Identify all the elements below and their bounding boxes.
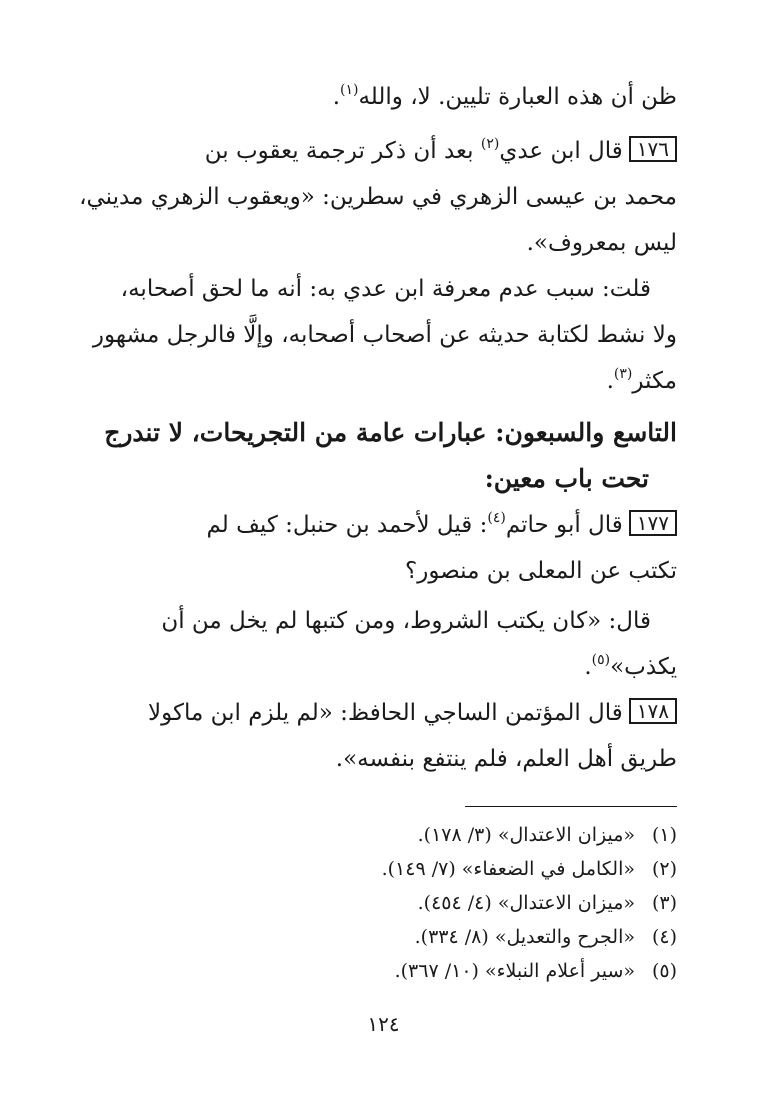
footnote-ref-5: (٥) [591,652,611,668]
entry-number-box: ١٧٧ [629,510,677,536]
footnote-separator [465,806,677,807]
entry-number-box: ١٧٦ [629,136,677,162]
footnote-item: (٣)«ميزان الاعتدال» (٤/ ٤٥٤). [417,892,677,914]
entry-178: ١٧٨قال المؤتمن الساجي الحافظ: «لم يلزم ابن ماكولا طريق أهل العلم، فلم ينتفع بنفسه». [148,699,677,772]
footnote-item: (١)«ميزان الاعتدال» (٣/ ١٧٨). [417,824,677,846]
footnote-item: (٢)«الكامل في الضعفاء» (٧/ ١٤٩). [381,858,677,880]
footnote-ref-1: (١) [340,82,359,98]
top-text-line: ظن أن هذه العبارة تليين. لا، والله [358,84,677,110]
footnote-ref-3: (٣) [613,366,633,382]
footnotes [87,818,677,988]
entry-number-box: ١٧٨ [629,698,677,724]
footnote-item: (٥)«سير أعلام النبلاء» (١٠/ ٣٦٧). [394,960,677,982]
section-heading: التاسع والسبعون: عبارات عامة من التجريحات، لا تندرج تحت باب معين: [104,418,677,493]
footnote-item: (٤)«الجرح والتعديل» (٨/ ٣٣٤). [414,926,677,948]
top-paragraph: ظن أن هذه العبارة تليين. لا، والله$^{(١)}$. [332,82,677,110]
footnote-ref-2: (٢) [480,136,500,152]
comment-paragraph: قلت: سبب عدم معرفة ابن عدي به: أنه ما لحق أصحابه، ولا نشط لكتابة حديثه عن أصحاب أصحابه، وإلَّا فالرجل مشهور مكثر$^{(٣)}$. [92,276,677,394]
page-number: ١٢٤ [367,1012,400,1036]
reply-paragraph: قال: «كان يكتب الشروط، ومن كتبها لم يخل من أن يكذب»$^{(٥)}$. [161,608,677,680]
footnote-ref-4: (٤) [487,510,506,526]
entry-177: ١٧٧قال أبو حاتم$^{(٤)}$: قيل لأحمد بن حنبل: كيف لم تكتب عن المعلى بن منصور؟ [206,510,677,584]
entry-176: ١٧٦قال ابن عدي$^{(٢)}$ بعد أن ذكر ترجمة يعقوب بن محمد بن عيسى الزهري في سطرين: «ويعقوب الزهري مديني، ليس بمعروف». [79,136,677,256]
